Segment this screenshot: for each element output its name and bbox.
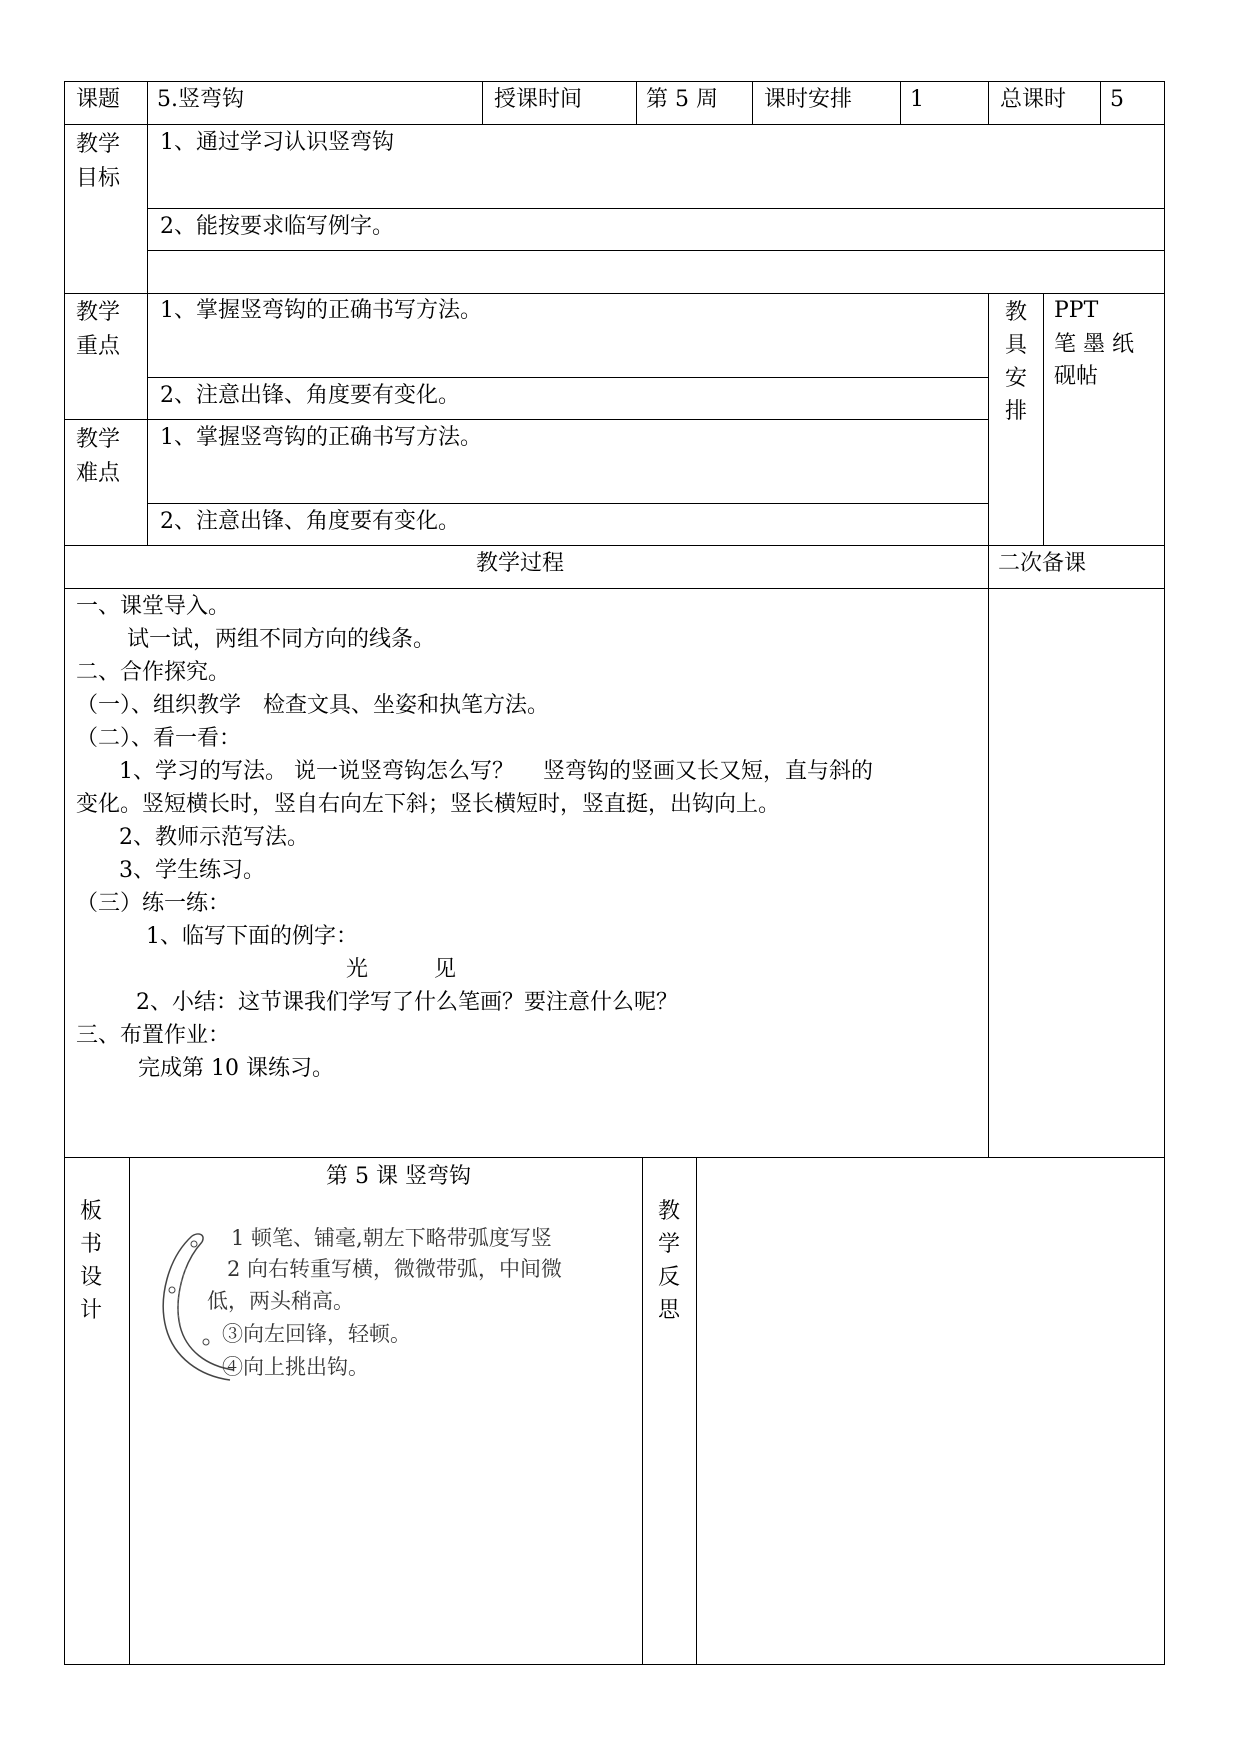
board-note: ④向上挑出钩。 — [222, 1355, 369, 1379]
goal-item: 1、通过学习认识竖弯钩 — [160, 130, 394, 155]
process-line: 2、小结：这节课我们学写了什么笔画？要注意什么呢？ — [136, 990, 678, 1015]
time-value: 第 5 周 — [646, 87, 718, 112]
time-label: 授课时间 — [494, 87, 583, 112]
board-note: 2 向右转重写横，微微带弧，中间微 — [227, 1257, 563, 1281]
tools-line: PPT — [1054, 298, 1099, 323]
tools-line: 砚帖 — [1054, 364, 1099, 389]
process-line: （一）、组织教学 检查文具、坐姿和执笔方法。 — [76, 693, 550, 718]
process-line: 一、课堂导入。 — [76, 594, 231, 619]
process-line: 三、布置作业： — [76, 1023, 231, 1048]
process-line: （二）、看一看： — [76, 726, 242, 751]
key-points-label: 教学重点 — [76, 300, 121, 359]
board-title: 第 5 课 竖弯钩 — [326, 1164, 471, 1189]
board-label: 板书设计 — [79, 1199, 102, 1323]
tools-line: 笔 墨 纸 — [1054, 332, 1134, 357]
second-prep-header: 二次备课 — [998, 551, 1087, 576]
tools-label: 教具安排 — [1004, 300, 1027, 424]
topic-label: 课题 — [76, 87, 121, 112]
process-line: 完成第 10 课练习。 — [138, 1056, 334, 1081]
topic-value: 5.竖弯钩 — [157, 87, 244, 112]
total-label: 总课时 — [1000, 87, 1067, 112]
difficulty-item: 2、注意出锋、角度要有变化。 — [160, 509, 460, 534]
board-note: 1 顿笔、铺毫,朝左下略带弧度写竖 — [231, 1226, 552, 1250]
total-value: 5 — [1110, 87, 1124, 112]
process-line: 1、学习的写法。 说一说竖弯钩怎么写？ 竖弯钩的竖画又长又短，直与斜的 — [119, 759, 873, 784]
process-line: 二、合作探究。 — [76, 660, 231, 685]
goals-label: 教学目标 — [76, 132, 121, 191]
key-point-item: 1、掌握竖弯钩的正确书写方法。 — [160, 298, 482, 323]
hours-label: 课时安排 — [764, 87, 853, 112]
process-line: 2、教师示范写法。 — [119, 825, 309, 850]
process-line: 光 见 — [346, 957, 457, 982]
hours-value: 1 — [910, 87, 924, 112]
process-line: （三）练一练： — [76, 891, 231, 916]
process-line: 1、临写下面的例字： — [146, 924, 358, 949]
process-header: 教学过程 — [476, 551, 565, 576]
process-line: 变化。竖短横长时，竖自右向左下斜；竖长横短时，竖直挺，出钩向上。 — [76, 792, 781, 817]
key-point-item: 2、注意出锋、角度要有变化。 — [160, 383, 460, 408]
difficulties-label: 教学难点 — [76, 427, 121, 486]
process-line: 3、学生练习。 — [119, 858, 265, 883]
process-line: 试一试，两组不同方向的线条。 — [127, 627, 436, 652]
board-note: 低，两头稍高。 — [207, 1289, 354, 1313]
goal-item: 2、能按要求临写例字。 — [160, 214, 394, 239]
reflection-label: 教学反思 — [657, 1199, 680, 1323]
board-note: ③向左回锋，轻顿。 — [222, 1322, 411, 1346]
difficulty-item: 1、掌握竖弯钩的正确书写方法。 — [160, 425, 482, 450]
